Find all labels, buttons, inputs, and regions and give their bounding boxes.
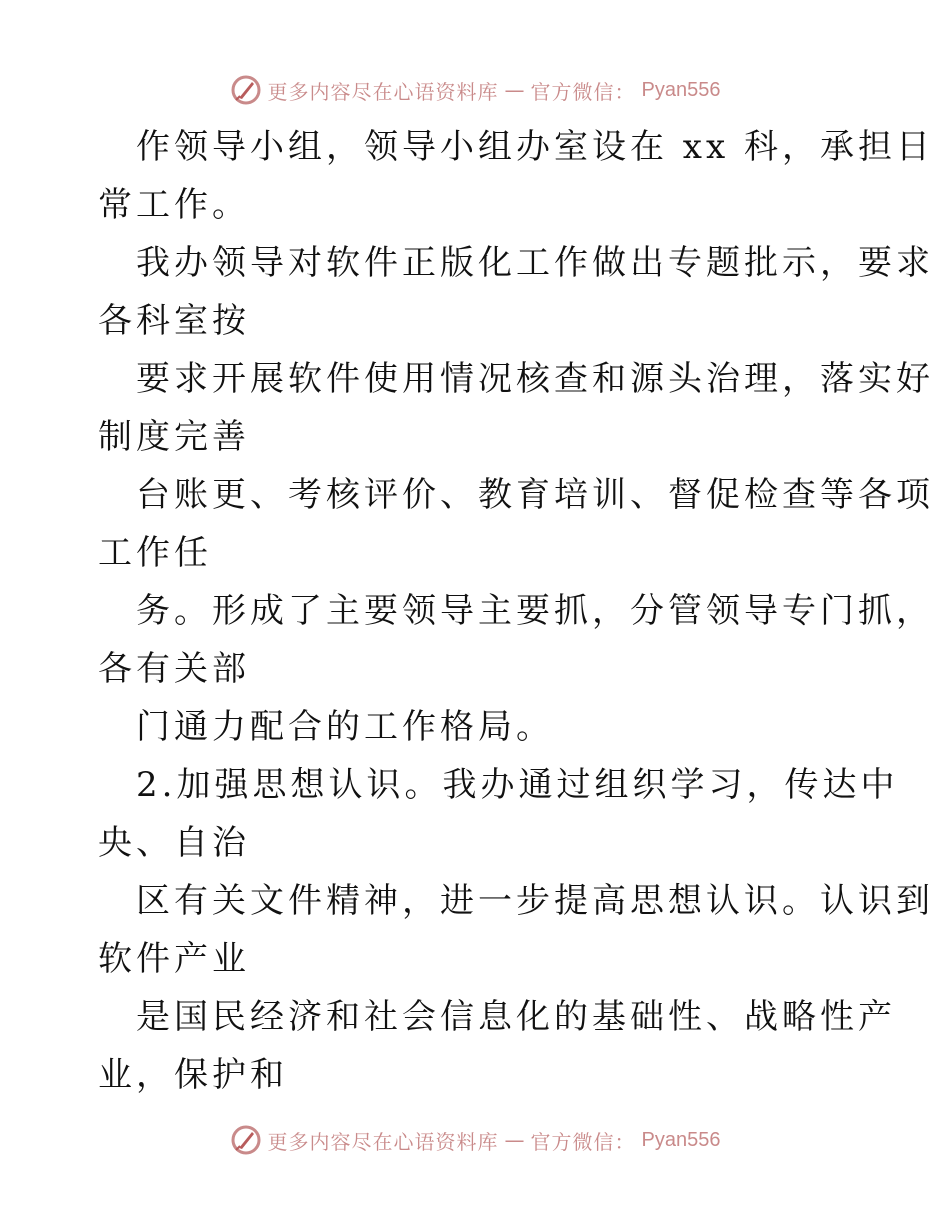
feather-pen-logo-icon	[230, 74, 262, 106]
watermark-label: 官方微信：	[530, 1129, 636, 1154]
body-line: 央、自治	[98, 823, 250, 863]
watermark-label: 官方微信：	[530, 79, 636, 104]
body-line: 常工作。	[98, 185, 250, 225]
feather-pen-logo-icon	[230, 1124, 262, 1156]
body-line: 台账更、考核评价、教育培训、督促检查等各项	[136, 475, 934, 515]
body-line: 我办领导对软件正版化工作做出专题批示，要求	[136, 243, 934, 283]
body-line: 各有关部	[98, 649, 250, 689]
header-watermark	[0, 70, 950, 110]
watermark-separator: —	[504, 78, 525, 102]
watermark-text: 更多内容尽在心语资料库	[267, 79, 499, 104]
body-line: 业，保护和	[98, 1055, 288, 1095]
watermark-account: Pyan556	[641, 78, 721, 101]
body-line: 工作任	[98, 533, 212, 573]
body-line: 作领导小组，领导小组办室设在 xx 科，承担日	[136, 127, 934, 167]
watermark-account: Pyan556	[641, 1128, 721, 1151]
body-line: 要求开展软件使用情况核查和源头治理，落实好	[136, 359, 934, 399]
watermark-text: 更多内容尽在心语资料库	[267, 1129, 499, 1154]
body-line: 制度完善	[98, 417, 250, 457]
watermark-separator: —	[504, 1128, 525, 1152]
body-line: 2.加强思想认识。我办通过组织学习，传达中	[136, 765, 899, 805]
body-line: 各科室按	[98, 301, 250, 341]
body-line: 务。形成了主要领导主要抓，分管领导专门抓，	[136, 591, 934, 631]
body-line: 是国民经济和社会信息化的基础性、战略性产	[136, 997, 896, 1037]
footer-watermark	[0, 1120, 950, 1160]
body-line: 区有关文件精神，进一步提高思想认识。认识到	[136, 881, 934, 921]
body-line: 门通力配合的工作格局。	[136, 707, 554, 747]
body-line: 软件产业	[98, 939, 250, 979]
